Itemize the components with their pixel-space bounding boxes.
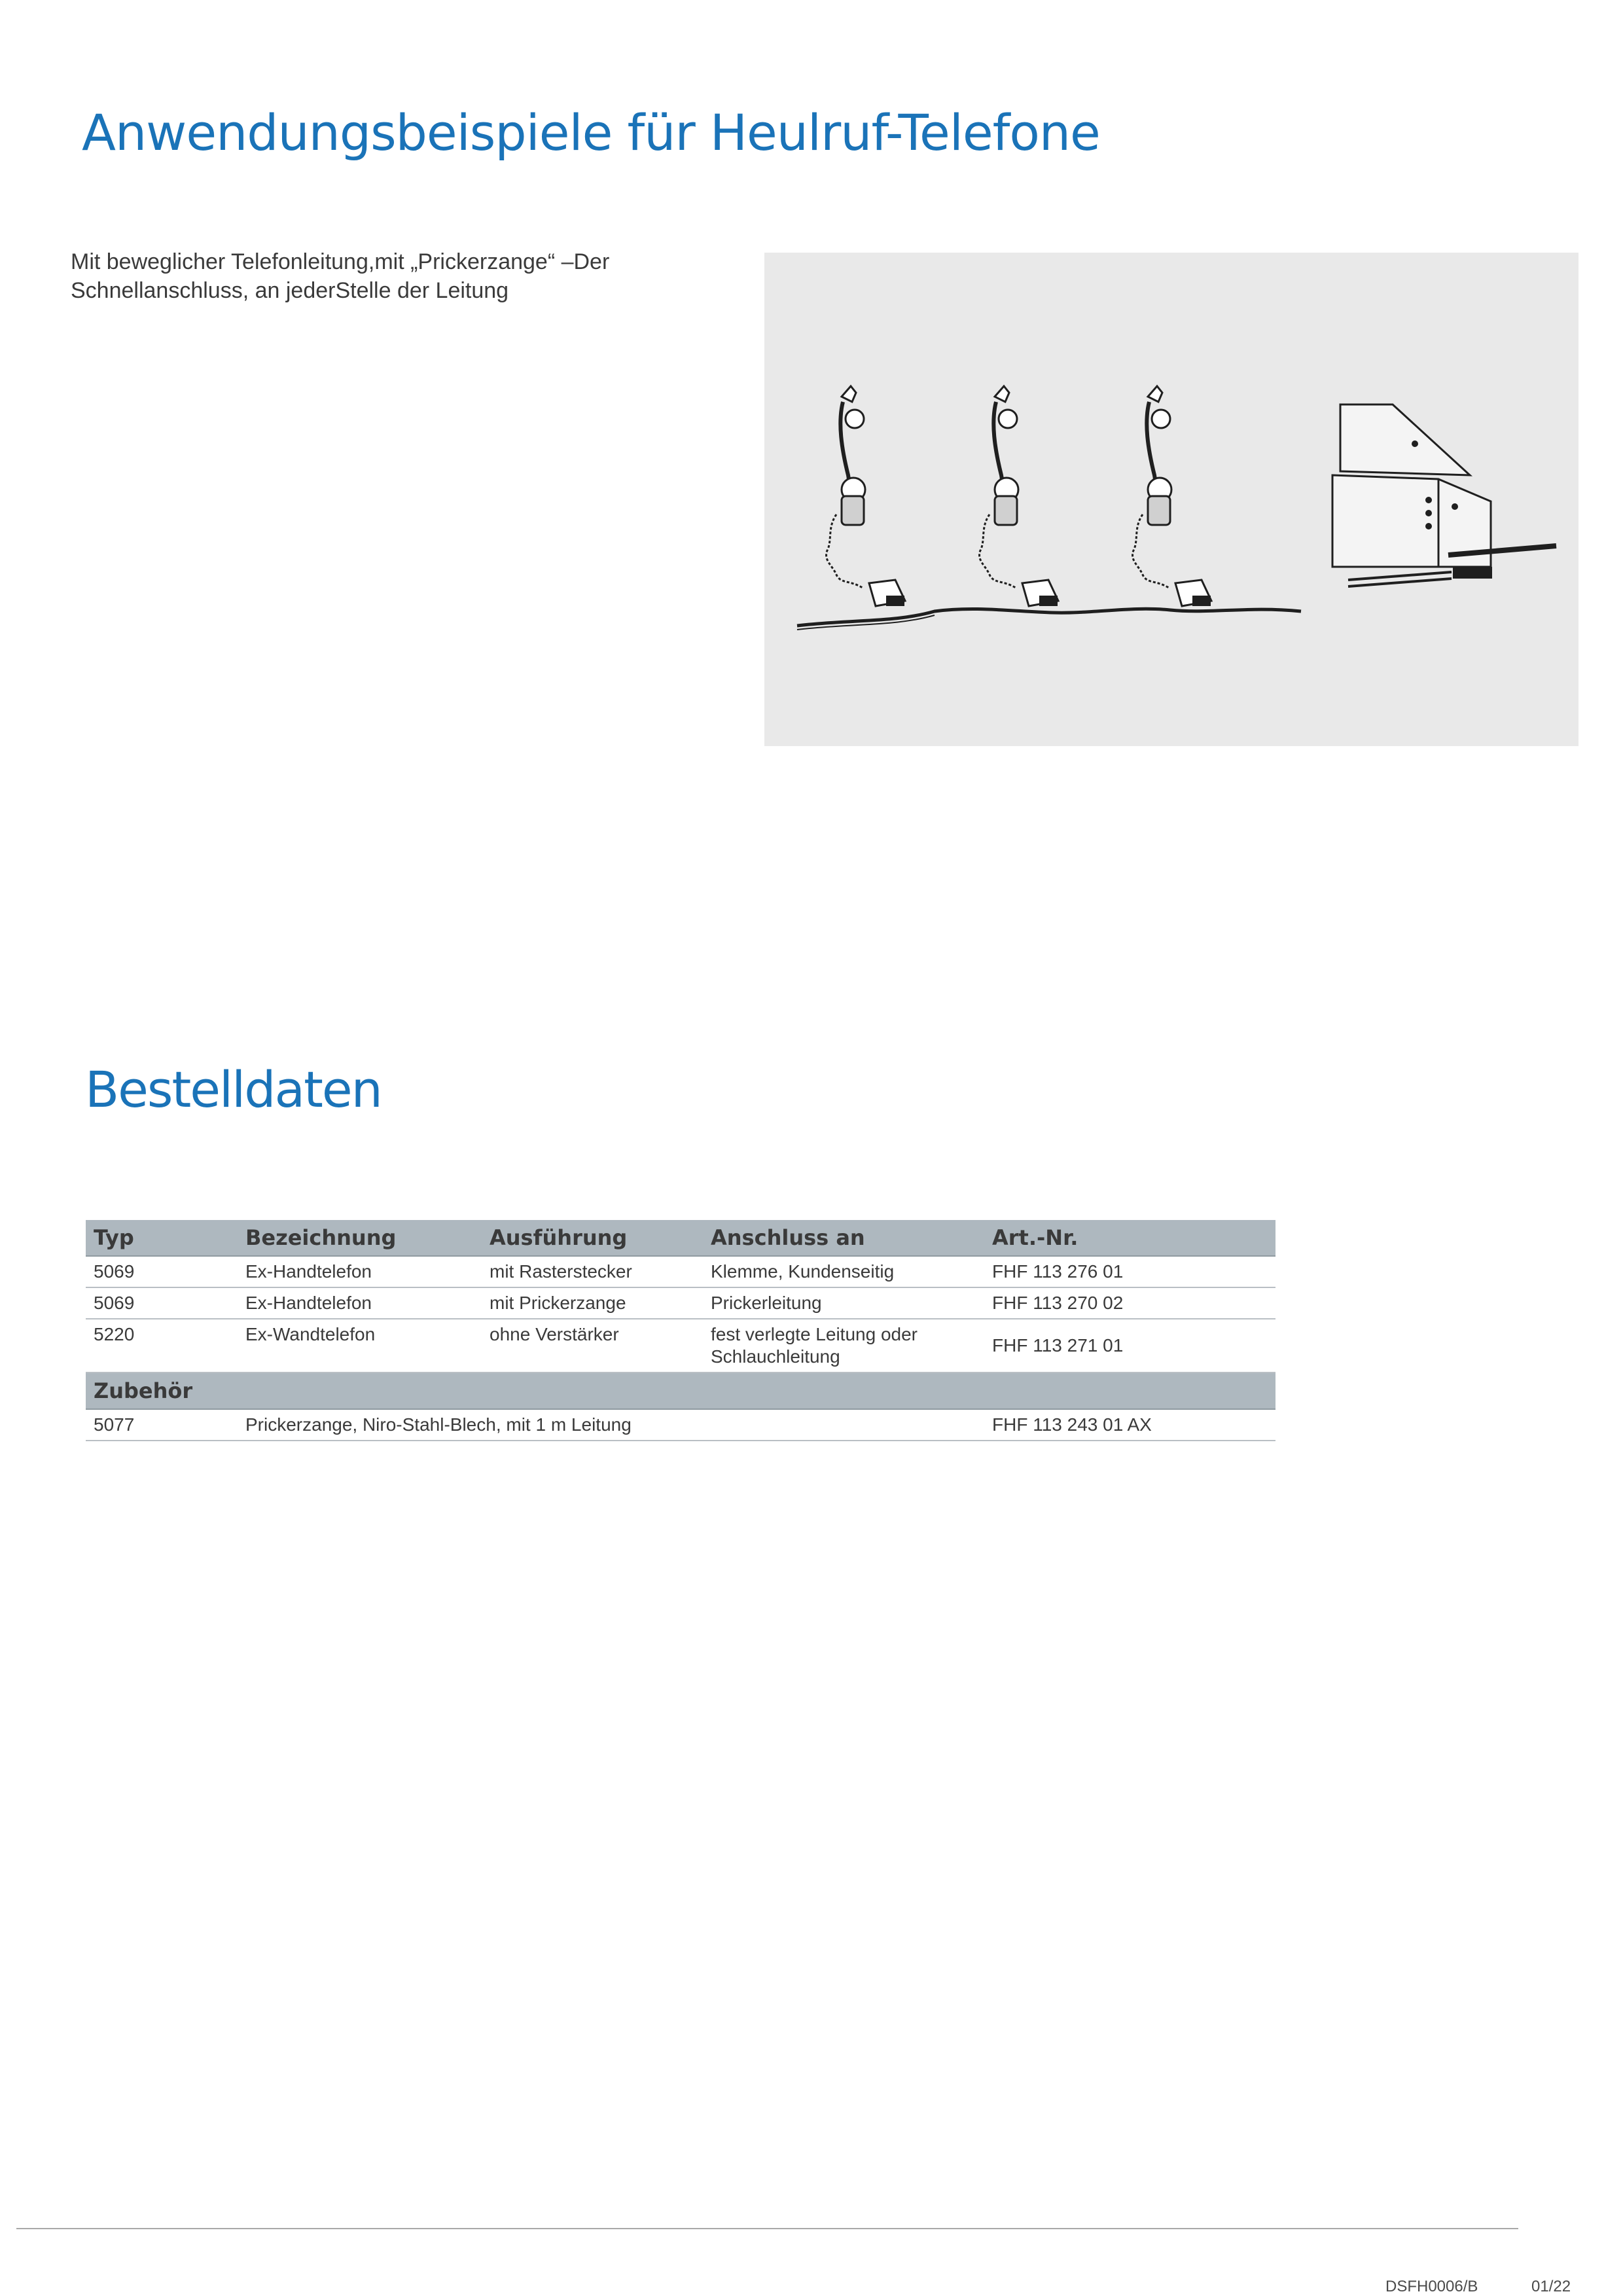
application-illustration bbox=[764, 253, 1578, 746]
cell-ausfuehrung: mit Prickerzange bbox=[482, 1287, 703, 1319]
handset-icon bbox=[1133, 386, 1211, 606]
intro-text bbox=[71, 247, 699, 305]
pricker-clamp-icon bbox=[1332, 404, 1556, 586]
cell-typ: 5069 bbox=[86, 1287, 238, 1319]
table-row bbox=[86, 1287, 1275, 1319]
table-header-row bbox=[86, 1220, 1275, 1256]
page-number: 01/22 bbox=[1531, 2278, 1571, 2295]
cell-typ: 5077 bbox=[86, 1409, 238, 1441]
cell-anschluss bbox=[703, 1319, 984, 1372]
cell-artnr: FHF 113 243 01 AX bbox=[984, 1409, 1275, 1441]
cell-anschluss-line-2: Schlauchleitung bbox=[711, 1346, 840, 1367]
handset-icon bbox=[980, 386, 1058, 606]
cell-ausfuehrung: mit Rasterstecker bbox=[482, 1256, 703, 1287]
accessory-header-row bbox=[86, 1372, 1275, 1409]
intro-line-1: Mit beweglicher Telefonleitung,mit „Prickerzange“ –Der bbox=[71, 249, 610, 274]
cell-bezeichnung: Prickerzange, Niro-Stahl-Blech, mit 1 m Leitung bbox=[238, 1409, 984, 1441]
cell-bezeichnung: Ex-Handtelefon bbox=[238, 1256, 482, 1287]
cell-artnr: FHF 113 271 01 bbox=[984, 1319, 1275, 1372]
cell-artnr: FHF 113 270 02 bbox=[984, 1287, 1275, 1319]
cell-ausfuehrung: ohne Verstärker bbox=[482, 1319, 703, 1372]
col-anschluss: Anschluss an bbox=[703, 1220, 984, 1256]
col-typ: Typ bbox=[86, 1220, 238, 1256]
cell-bezeichnung: Ex-Wandtelefon bbox=[238, 1319, 482, 1372]
footer-divider bbox=[16, 2228, 1518, 2229]
order-data-heading: Bestelldaten bbox=[85, 1060, 382, 1119]
accessory-header: Zubehör bbox=[86, 1372, 1275, 1409]
telephone-cable bbox=[797, 609, 1301, 626]
document-id: DSFH0006/B bbox=[1385, 2278, 1478, 2295]
illustration-drawing bbox=[764, 253, 1578, 746]
cell-typ: 5069 bbox=[86, 1256, 238, 1287]
handset-icon bbox=[827, 386, 905, 606]
cell-anschluss: Prickerleitung bbox=[703, 1287, 984, 1319]
order-table bbox=[86, 1220, 1275, 1441]
col-artnr: Art.-Nr. bbox=[984, 1220, 1275, 1256]
col-ausfuehrung: Ausführung bbox=[482, 1220, 703, 1256]
cell-typ: 5220 bbox=[86, 1319, 238, 1372]
cell-bezeichnung: Ex-Handtelefon bbox=[238, 1287, 482, 1319]
table-row bbox=[86, 1409, 1275, 1441]
intro-line-2: Schnellanschluss, an jederStelle der Leitung bbox=[71, 278, 509, 303]
table-row bbox=[86, 1319, 1275, 1372]
page-heading: Anwendungsbeispiele für Heulruf-Telefone bbox=[82, 103, 1100, 162]
cell-anschluss: Klemme, Kundenseitig bbox=[703, 1256, 984, 1287]
col-bezeichnung: Bezeichnung bbox=[238, 1220, 482, 1256]
cell-anschluss-line-1: fest verlegte Leitung oder bbox=[711, 1324, 918, 1344]
table-row bbox=[86, 1256, 1275, 1287]
cell-artnr: FHF 113 276 01 bbox=[984, 1256, 1275, 1287]
